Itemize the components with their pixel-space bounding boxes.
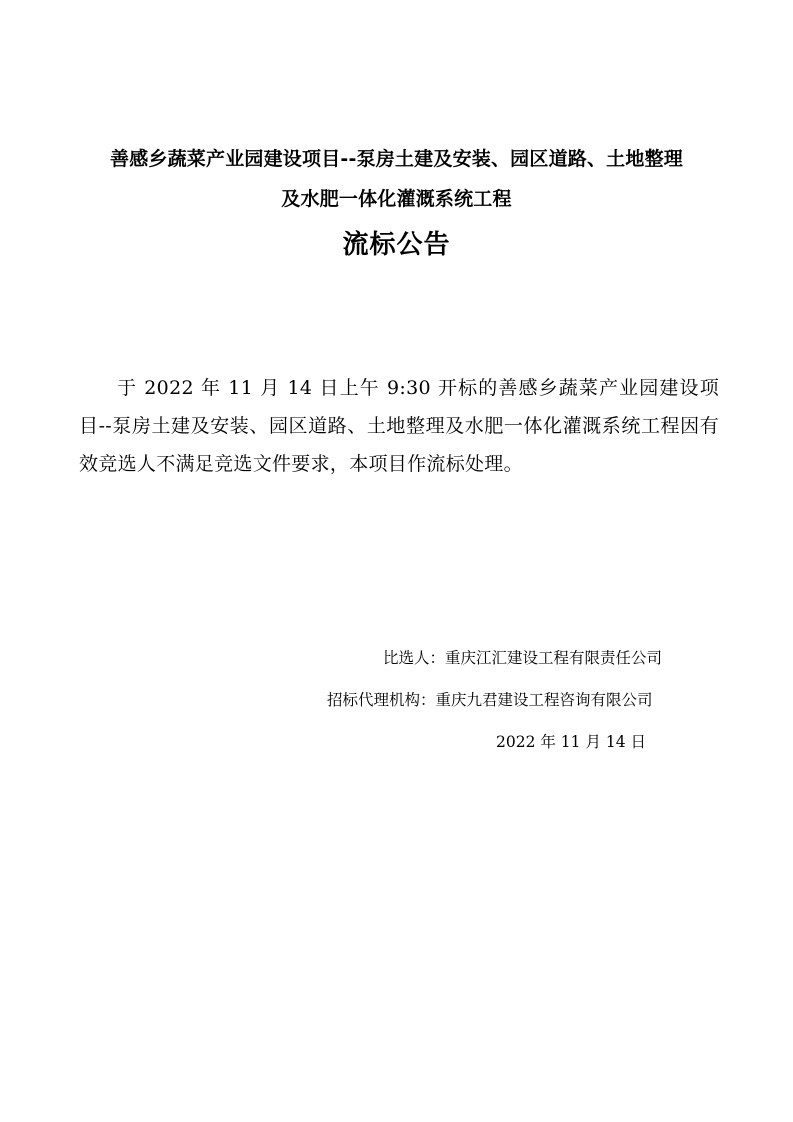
project-title-line-2: 及水肥一体化灌溉系统工程 bbox=[281, 188, 512, 210]
bidder-signature: 比选人：重庆江汇建设工程有限责任公司 bbox=[383, 649, 663, 667]
announcement-body: 于 2022 年 11 月 14 日上午 9:30 开标的善感乡蔬菜产业园建设项目--泵房土建及安装、园区道路、土地整理及水肥一体化灌溉系统工程因有效竞选人不满足竞选文件要求，本项目作流标处理。 bbox=[79, 377, 719, 475]
project-title-line-1: 善感乡蔬菜产业园建设项目--泵房土建及安装、园区道路、土地整理 bbox=[110, 148, 683, 170]
announcement-date: 2022 年 11 月 14 日 bbox=[496, 733, 647, 751]
announcement-title: 流标公告 bbox=[342, 230, 451, 260]
agent-signature: 招标代理机构：重庆九君建设工程咨询有限公司 bbox=[327, 691, 653, 709]
